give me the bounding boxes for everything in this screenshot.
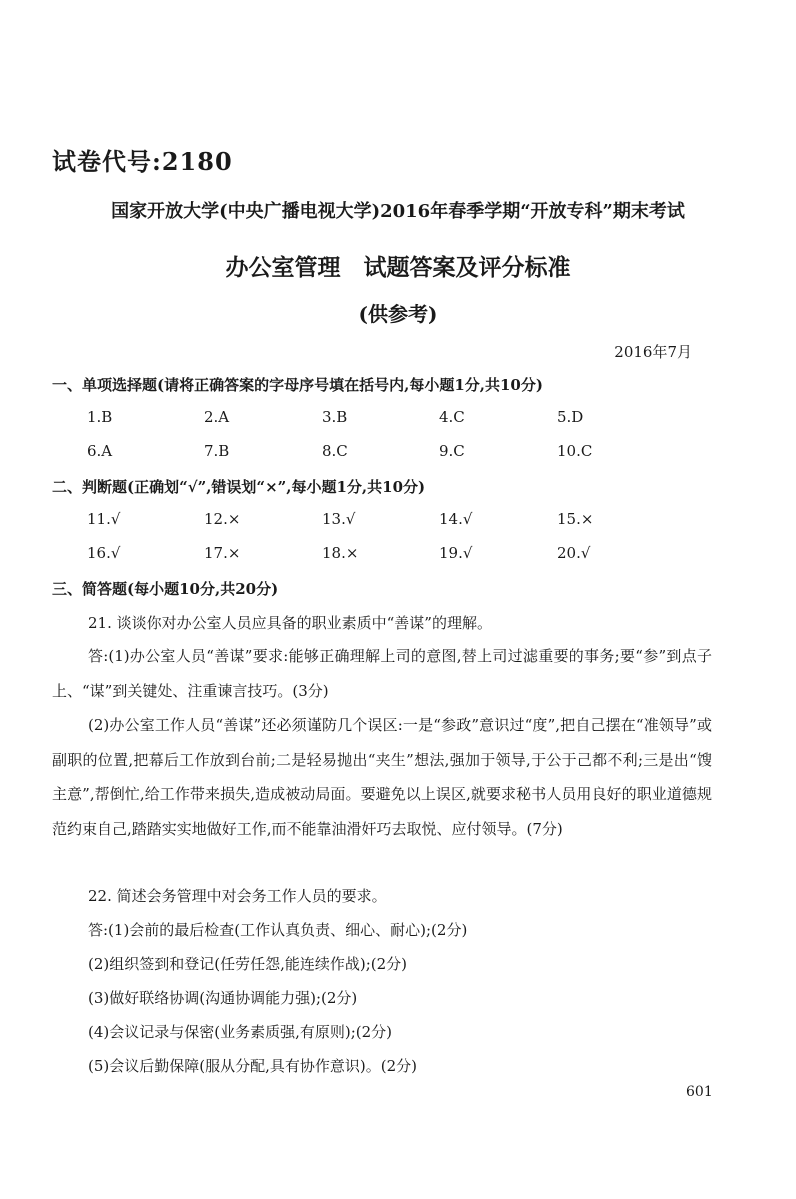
answer-row [87, 544, 727, 566]
answer-22-line: (3)做好联络协调(沟通协调能力强);(2分) [88, 989, 358, 1007]
exam-date: 2016年7月 [614, 343, 692, 361]
answer-item: 15.× [557, 510, 594, 528]
answer-row [87, 510, 727, 532]
answer-item: 20.√ [557, 544, 591, 562]
subject-title: 办公室管理 试题答案及评分标准 [225, 254, 571, 281]
answer-item: 18.× [322, 544, 359, 562]
answer-item: 10.C [557, 442, 593, 460]
answer-item: 1.B [87, 408, 113, 426]
answer-item: 3.B [322, 408, 348, 426]
section-3-title: 三、简答题(每小题10分,共20分) [52, 580, 279, 598]
question-22: 22. 简述会务管理中对会务工作人员的要求。 [88, 887, 387, 905]
answer-item: 2.A [204, 408, 230, 426]
page-number: 601 [686, 1084, 713, 1100]
exam-title: 国家开放大学(中央广播电视大学)2016年春季学期“开放专科”期末考试 [111, 201, 685, 222]
answer-item: 5.D [557, 408, 584, 426]
answer-item: 16.√ [87, 544, 121, 562]
reference-note: (供参考) [358, 302, 438, 326]
answer-item: 13.√ [322, 510, 356, 528]
answer-22-line: (5)会议后勤保障(服从分配,具有协作意识)。(2分) [88, 1057, 417, 1075]
answer-item: 4.C [439, 408, 465, 426]
paper-code: 试卷代号:2180 [52, 147, 233, 176]
answer-item: 12.× [204, 510, 241, 528]
answer-row [87, 442, 727, 464]
answer-item: 9.C [439, 442, 465, 460]
answer-item: 19.√ [439, 544, 473, 562]
section-1-title: 一、单项选择题(请将正确答案的字母序号填在括号内,每小题1分,共10分) [52, 376, 543, 394]
answer-item: 7.B [204, 442, 230, 460]
section-2-title: 二、判断题(正确划“√”,错误划“×”,每小题1分,共10分) [52, 478, 426, 496]
answer-22-line: (2)组织签到和登记(任劳任怨,能连续作战);(2分) [88, 955, 408, 973]
answer-22-line: (4)会议记录与保密(业务素质强,有原则);(2分) [88, 1023, 393, 1041]
answer-item: 11.√ [87, 510, 121, 528]
answer-item: 14.√ [439, 510, 473, 528]
answer-21-part-2: (2)办公室工作人员“善谋”还必须谨防几个误区:一是“参政”意识过“度”,把自己摆在“准领导”或副职的位置,把幕后工作放到台前;二是轻易抛出“夹生”想法,强加于领导,于公于己都不利;三是出“馊主意”,帮倒忙,给工作带来损失,造成被动局面。要避免以上误区,就要求秘书人员用良好的职业道德规范约束自己,踏踏实实地做好工作,而不能靠油滑奸巧去取悦、应付领导。(7分) [52, 716, 712, 838]
answer-item: 17.× [204, 544, 241, 562]
answer-item: 6.A [87, 442, 113, 460]
question-21: 21. 谈谈你对办公室人员应具备的职业素质中“善谋”的理解。 [88, 614, 492, 632]
answer-item: 8.C [322, 442, 348, 460]
answer-21-part-1: 答:(1)办公室人员“善谋”要求:能够正确理解上司的意图,替上司过滤重要的事务;要“参”到点子上、“谋”到关键处、注重谏言技巧。(3分) [52, 647, 712, 700]
answer-row [87, 408, 727, 430]
answer-22-line: 答:(1)会前的最后检查(工作认真负责、细心、耐心);(2分) [88, 921, 468, 939]
